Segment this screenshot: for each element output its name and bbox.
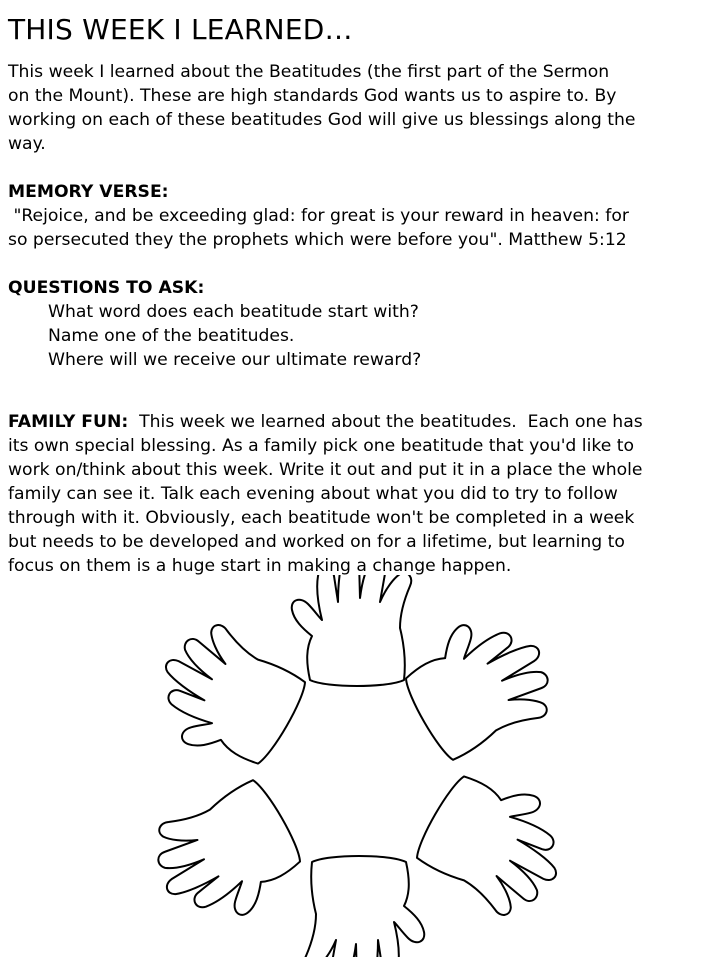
intro-line: way. [8, 134, 46, 154]
page-title: THIS WEEK I LEARNED… [8, 13, 353, 46]
memory-verse-label: MEMORY VERSE: [8, 182, 169, 202]
family-fun-section [8, 410, 708, 578]
hand-top [292, 575, 412, 686]
hand-top-right [392, 598, 569, 769]
hand-bottom-left [138, 771, 315, 942]
family-fun-line: through with it. Obviously, each beatitude won't be completed in a week [8, 508, 635, 528]
family-fun-line: work on/think about this week. Write it out and put it in a place the whole [8, 460, 643, 480]
memory-verse-line: "Rejoice, and be exceeding glad: for great is your reward in heaven: for [8, 206, 629, 226]
family-fun-line: but needs to be developed and worked on for a lifetime, but learning to [8, 532, 625, 552]
question-item: What word does each beatitude start with? [48, 302, 419, 322]
family-fun-label: FAMILY FUN: [8, 412, 129, 432]
hand-top-left [137, 611, 314, 782]
hands-ring [137, 575, 585, 957]
hand-bottom-right [408, 758, 585, 929]
memory-verse-section [8, 180, 708, 252]
intro-line: working on each of these beatitudes God will give us blessings along the [8, 110, 636, 130]
family-fun-line: focus on them is a huge start in making a change happen. [8, 556, 512, 576]
question-item: Name one of the beatitudes. [48, 326, 295, 346]
questions-section [8, 276, 708, 372]
intro-line: This week I learned about the Beatitudes (the first part of the Sermon [8, 62, 610, 82]
family-fun-line: its own special blessing. As a family pick one beatitude that you'd like to [8, 436, 634, 456]
family-fun-first-line [8, 410, 708, 434]
questions-label: QUESTIONS TO ASK: [8, 278, 205, 298]
intro-line: on the Mount). These are high standards God wants us to aspire to. By [8, 86, 617, 106]
hands-circle-illustration [0, 575, 718, 957]
question-item: Where will we receive our ultimate reward? [48, 350, 422, 370]
intro-paragraph [8, 60, 708, 156]
hand-bottom [305, 856, 425, 957]
family-fun-line: family can see it. Talk each evening about what you did to try to follow [8, 484, 618, 504]
memory-verse-line: so persecuted they the prophets which were before you". Matthew 5:12 [8, 230, 627, 250]
family-fun-text: This week we learned about the beatitudes. Each one has [128, 412, 643, 432]
